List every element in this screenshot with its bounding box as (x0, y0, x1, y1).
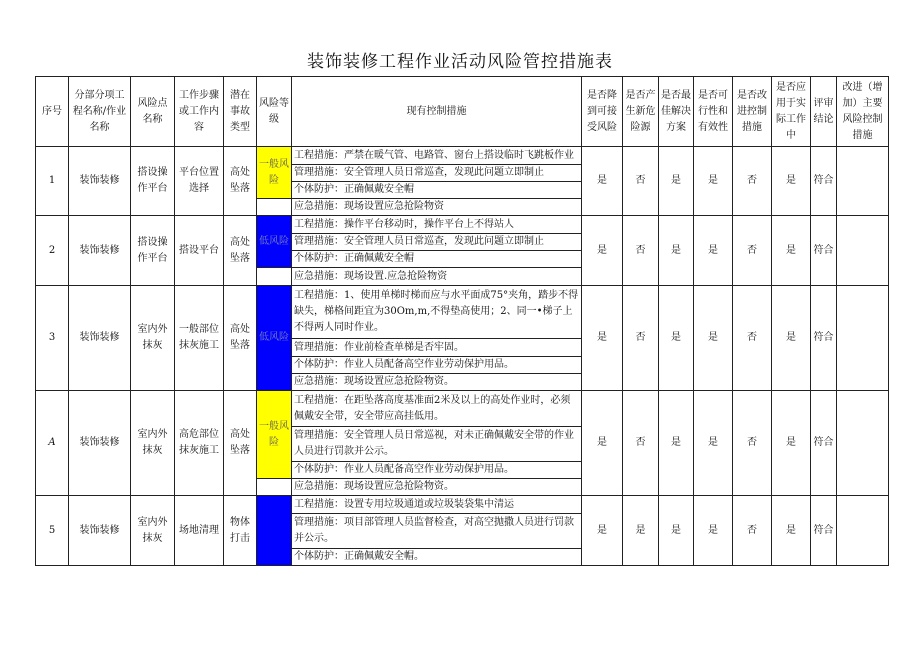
best-cell: 是 (659, 391, 694, 496)
new-risk-cell: 否 (623, 147, 659, 216)
improve-cell: 否 (733, 216, 772, 286)
risk-level-badge: 一般风险 (257, 391, 292, 479)
project-cell: 装饰装修 (69, 216, 131, 286)
control-measure: 个体防护：正确佩戴安全帽 (292, 251, 582, 268)
new-risk-cell: 否 (623, 286, 659, 391)
control-measure: 个体防护：正确佩戴安全帽 (292, 182, 582, 199)
applied-cell: 是 (772, 496, 811, 566)
header-reduce: 是否降到可接受风险 (582, 77, 623, 147)
step-cell: 高危部位抹灰施工 (175, 391, 224, 496)
header-seq: 序号 (36, 77, 69, 147)
step-cell: 平台位置选择 (175, 147, 224, 216)
seq-cell: A (36, 391, 69, 496)
feasible-cell: 是 (694, 286, 733, 391)
suggest-cell (837, 216, 889, 286)
control-measure: 工程措施：设置专用垃圾通道或垃圾装袋集中清运 (292, 496, 582, 514)
suggest-cell (837, 391, 889, 496)
risk-level-badge (257, 496, 292, 566)
control-measure: 工程措施：在距坠落高度基准面2米及以上的高处作业时，必须佩戴安全带，安全带应高挂低用。 (292, 391, 582, 427)
risk-point-cell: 室内外抹灰 (131, 391, 175, 496)
applied-cell: 是 (772, 286, 811, 391)
new-risk-cell: 否 (623, 391, 659, 496)
table-row (36, 496, 889, 514)
table-header-row (36, 77, 889, 147)
table-row (36, 286, 889, 339)
reduce-cell: 是 (582, 391, 623, 496)
seq-cell: 5 (36, 496, 69, 566)
header-new-risk: 是否产生新危险源 (623, 77, 659, 147)
review-cell: 符合 (811, 496, 837, 566)
risk-level-blank (257, 268, 292, 286)
suggest-cell (837, 147, 889, 216)
step-cell: 一般部位抹灰施工 (175, 286, 224, 391)
table-row (36, 391, 889, 427)
seq-cell: 1 (36, 147, 69, 216)
header-improve: 是否改进控制措施 (733, 77, 772, 147)
project-cell: 装饰装修 (69, 391, 131, 496)
header-project: 分部分项工程名称/作业名称 (69, 77, 131, 147)
risk-level-blank (257, 479, 292, 496)
applied-cell: 是 (772, 216, 811, 286)
risk-level-blank (257, 199, 292, 216)
header-applied: 是否应用于实际工作中 (772, 77, 811, 147)
step-cell: 搭设平台 (175, 216, 224, 286)
control-measure: 应急措施：现场设置应急抢险物资。 (292, 479, 582, 496)
accident-cell: 高处坠落 (224, 216, 257, 286)
reduce-cell: 是 (582, 216, 623, 286)
header-risk-point: 风险点名称 (131, 77, 175, 147)
risk-point-cell: 搭设操作平台 (131, 147, 175, 216)
control-measure: 管理措施：安全管理人员日常巡视，对未正确佩戴安全带的作业人员进行罚款并公示。 (292, 427, 582, 462)
step-cell: 场地清理 (175, 496, 224, 566)
suggest-cell (837, 286, 889, 391)
review-cell: 符合 (811, 391, 837, 496)
control-measure: 管理措施：安全管理人员日常巡查，发现此问题立即制止 (292, 165, 582, 182)
improve-cell: 否 (733, 286, 772, 391)
control-measure: 工程措施：操作平台移动时，操作平台上不得站人 (292, 216, 582, 234)
best-cell: 是 (659, 147, 694, 216)
seq-cell: 2 (36, 216, 69, 286)
applied-cell: 是 (772, 147, 811, 216)
improve-cell: 否 (733, 147, 772, 216)
header-controls: 现有控制措施 (292, 77, 582, 147)
control-measure: 工程措施：1、使用单梯时梯而应与水平面成75°夹角，踏步不得缺失，梯格间距宜为30Om,m,不得垫高使用；2、同一•梯子上不得两人同时作业。 (292, 286, 582, 339)
page-title: 装饰装修工程作业活动风险管控措施表 (307, 52, 613, 72)
reduce-cell: 是 (582, 286, 623, 391)
feasible-cell: 是 (694, 496, 733, 566)
control-measure: 应急措施：现场设置.应急抢险物资 (292, 268, 582, 286)
control-measure: 个体防护：作业人员配备高空作业劳动保护用品。 (292, 462, 582, 479)
applied-cell: 是 (772, 391, 811, 496)
new-risk-cell: 否 (623, 216, 659, 286)
best-cell: 是 (659, 496, 694, 566)
header-best: 是否最佳解决方案 (659, 77, 694, 147)
header-accident: 潜在事故类型 (224, 77, 257, 147)
project-cell: 装饰装修 (69, 286, 131, 391)
reduce-cell: 是 (582, 147, 623, 216)
feasible-cell: 是 (694, 216, 733, 286)
control-measure: 管理措施：安全管理人员日常巡查，发现此问题立即制止 (292, 234, 582, 251)
review-cell: 符合 (811, 286, 837, 391)
new-risk-cell: 是 (623, 496, 659, 566)
review-cell: 符合 (811, 216, 837, 286)
feasible-cell: 是 (694, 391, 733, 496)
control-measure: 工程措施：严禁在暖气管、电路管、窗台上搭设临时飞跳板作业 (292, 147, 582, 165)
risk-level-badge: 一般风险 (257, 147, 292, 199)
seq-cell: 3 (36, 286, 69, 391)
risk-point-cell: 搭设操作平台 (131, 216, 175, 286)
header-feasible: 是否可行性和有效性 (694, 77, 733, 147)
table-row (36, 216, 889, 234)
accident-cell: 高处坠落 (224, 147, 257, 216)
suggest-cell (837, 496, 889, 566)
reduce-cell: 是 (582, 496, 623, 566)
control-measure: 个体防护：正确佩戴安全帽。 (292, 549, 582, 566)
control-measure: 管理措施：项目部管理人员监督检查，对高空抛撒人员进行罚款并公示。 (292, 514, 582, 549)
control-measure: 应急措施：现场设置应急抢险物资 (292, 199, 582, 216)
project-cell: 装饰装修 (69, 147, 131, 216)
table-row (36, 147, 889, 165)
risk-level-badge: 低风险 (257, 286, 292, 391)
header-level: 风险等级 (257, 77, 292, 147)
accident-cell: 高处坠落 (224, 286, 257, 391)
control-measure: 应急措施：现场设置应急抢险物资。 (292, 374, 582, 391)
accident-cell: 物体打击 (224, 496, 257, 566)
accident-cell: 高处坠落 (224, 391, 257, 496)
header-suggest: 改进（增加）主要风险控制措施 (837, 77, 889, 147)
best-cell: 是 (659, 216, 694, 286)
control-measure: 管理措施：作业前检查单梯是否牢固。 (292, 339, 582, 357)
header-step: 工作步骤或工作内容 (175, 77, 224, 147)
risk-level-badge: 低风险 (257, 216, 292, 268)
header-review: 评审结论 (811, 77, 837, 147)
risk-control-table (35, 76, 889, 566)
risk-point-cell: 室内外抹灰 (131, 286, 175, 391)
feasible-cell: 是 (694, 147, 733, 216)
improve-cell: 否 (733, 391, 772, 496)
review-cell: 符合 (811, 147, 837, 216)
best-cell: 是 (659, 286, 694, 391)
control-measure: 个体防护：作业人员配备高空作业劳动保护用品。 (292, 357, 582, 374)
project-cell: 装饰装修 (69, 496, 131, 566)
improve-cell: 否 (733, 496, 772, 566)
risk-point-cell: 室内外抹灰 (131, 496, 175, 566)
